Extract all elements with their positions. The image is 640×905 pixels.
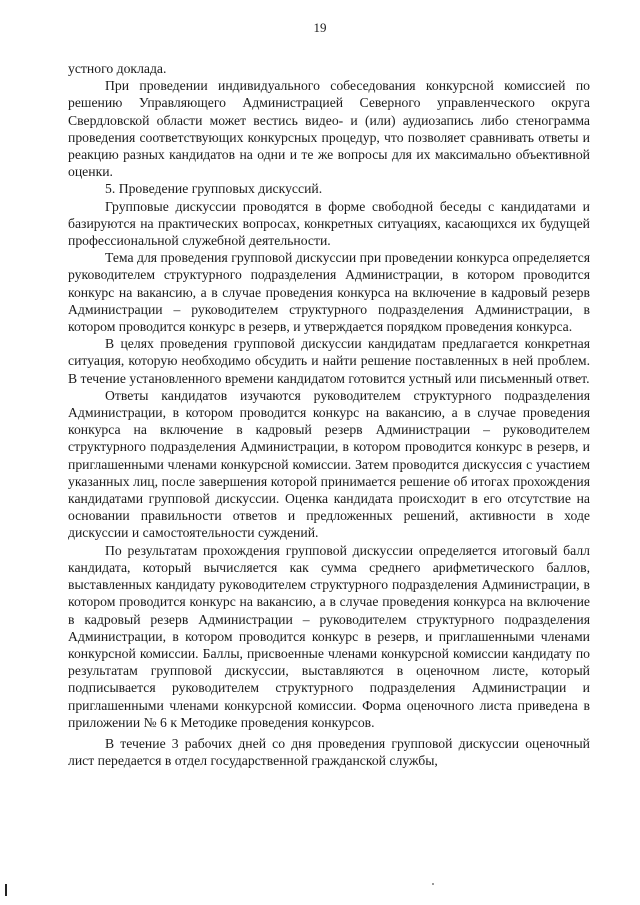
paragraph-discussion-format: Групповые дискуссии проводятся в форме свободной беседы с кандидатами и базируются на практических вопросах, конкретных ситуациях, касающихся их будущей профессиональной служебной деятельности. bbox=[68, 198, 590, 249]
scan-artifact-dot bbox=[432, 883, 434, 885]
paragraph-scoring: По результатам прохождения групповой дискуссии определяется итоговый балл кандидата, который вычисляется как сумма среднего арифметического баллов, выставленных кандидату руководителем структурного подразделения Администрации, в котором проводится конкурс на вакансию, а в случае проведения конкурса на включение в кадровый резерв Администрации – руководителем структурного подразделения Администрации, в котором проводится конкурс в резерв, и приглашенными членами конкурсной комиссии. Баллы, присвоенные членами конкурсной комиссии кандидату по результатам групповой дискуссии, выставляются в оценочном листе, который подписывается руководителем структурного подразделения Администрации и приглашенными членами конкурсной комиссии. Форма оценочного листа приведена в приложении № 6 к Методике проведения конкурсов. bbox=[68, 542, 590, 730]
page-number: 19 bbox=[313, 20, 327, 35]
document-body bbox=[68, 60, 590, 769]
paragraph-discussion-topic: Тема для проведения групповой дискуссии при проведении конкурса определяется руководителем структурного подразделения Администрации, в котором проводится конкурс на вакансию, а в случае проведения конкурса на включение в кадровый резерв Администрации – руководителем структурного подразделения Администрации, в котором проводится конкурс в резерв, и утверждается порядком проведения конкурса. bbox=[68, 250, 590, 335]
paragraph-evaluation-sheet-transfer: В течение 3 рабочих дней со дня проведения групповой дискуссии оценочный лист передается в отдел государственной гражданской службы, bbox=[68, 735, 590, 769]
scan-artifact-mark bbox=[5, 884, 7, 896]
paragraph-answer-evaluation: Ответы кандидатов изучаются руководителем структурного подразделения Администрации, в котором проводится конкурс на вакансию, а в случае проведения конкурса на включение в кадровый резерв Администрации – руководителем структурного подразделения Администрации, в котором проводится конкурс в резерв, и приглашенными членами конкурсной комиссии. Затем проводится дискуссия с участием указанных лиц, после завершения которой принимается решение об итогах прохождения кандидатами групповой дискуссии. Оценка кандидата происходит в его отсутствие на основании правильности ответов и предложенных решений, активности в ходе дискуссии и самостоятельности суждений. bbox=[68, 387, 590, 541]
section-heading-group-discussions: 5. Проведение групповых дискуссий. bbox=[105, 181, 323, 197]
paragraph-discussion-situation: В целях проведения групповой дискуссии кандидатам предлагается конкретная ситуация, которую необходимо обсудить и найти решение поставленных в ней проблем. В течение установленного времени кандидатом готовится устный или письменный ответ. bbox=[68, 336, 590, 386]
paragraph-interview-recording: При проведении индивидуального собеседования конкурсной комиссией по решению Управляющего Администрацией Северного управленческого округа Свердловской области может вестись видео- и (или) аудиозапись либо стенограмма проведения соответствующих конкурсных процедур, что позволяет сравнивать ответы и реакцию разных кандидатов на одни и те же вопросы для их максимально объективной оценки. bbox=[68, 78, 590, 180]
paragraph-continuation: устного доклада. bbox=[68, 61, 167, 76]
